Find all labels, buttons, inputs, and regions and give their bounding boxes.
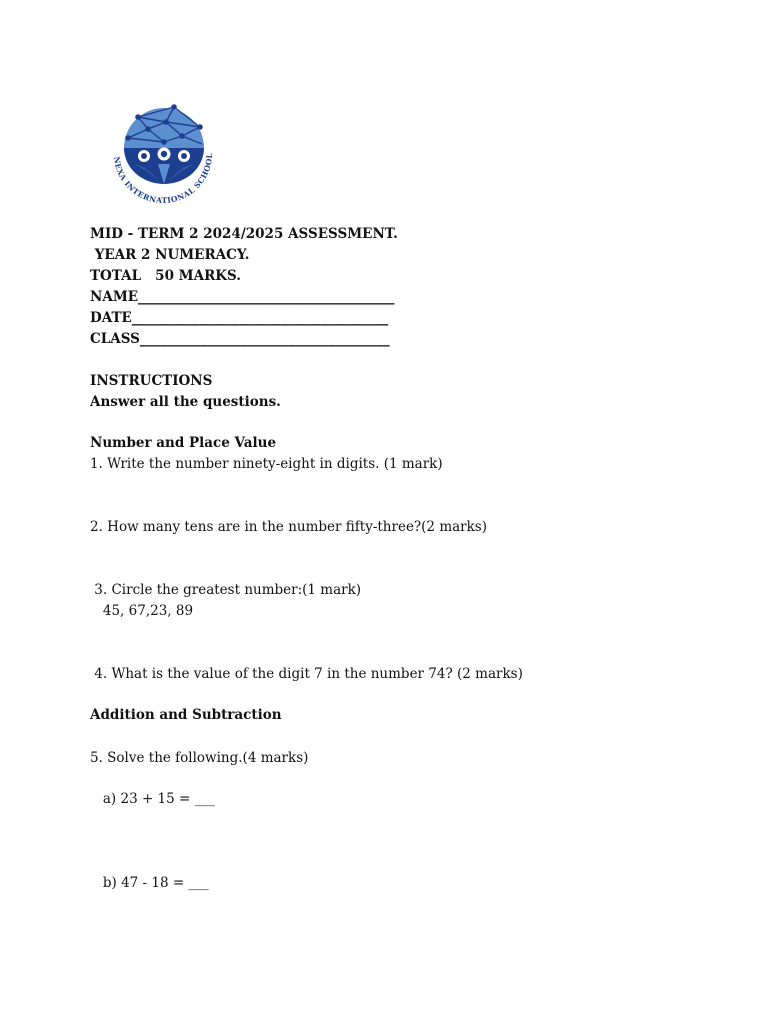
question-3-options: 45, 67,23, 89: [90, 603, 194, 619]
place-value-heading: Number and Place Value: [90, 435, 277, 451]
instructions-text: Answer all the questions.: [90, 394, 281, 410]
name-field: NAME______________________________________: [90, 289, 395, 305]
class-field: CLASS_____________________________________: [90, 331, 390, 347]
question-4: 4. What is the value of the digit 7 in the number 74? (2 marks): [90, 666, 523, 682]
question-5a: a) 23 + 15 = ___: [90, 791, 215, 807]
assessment-title: MID - TERM 2 2024/2025 ASSESSMENT.: [90, 226, 398, 242]
instructions-heading: INSTRUCTIONS: [90, 373, 213, 389]
school-logo: [104, 98, 222, 210]
addition-subtraction-heading: Addition and Subtraction: [90, 707, 282, 723]
question-3: 3. Circle the greatest number:(1 mark): [90, 582, 362, 598]
question-2: 2. How many tens are in the number fifty-three?(2 marks): [90, 519, 487, 535]
logo-arc-text: NEXA INTERNATIONAL SCHOOL: [111, 152, 215, 206]
total-marks: TOTAL 50 MARKS.: [90, 268, 242, 284]
subject-title: YEAR 2 NUMERACY.: [90, 247, 250, 263]
date-field: DATE______________________________________: [90, 310, 389, 326]
question-1: 1. Write the number ninety-eight in digits. (1 mark): [90, 456, 443, 472]
question-5: 5. Solve the following.(4 marks): [90, 750, 309, 766]
question-5b: b) 47 - 18 = ___: [90, 875, 209, 891]
